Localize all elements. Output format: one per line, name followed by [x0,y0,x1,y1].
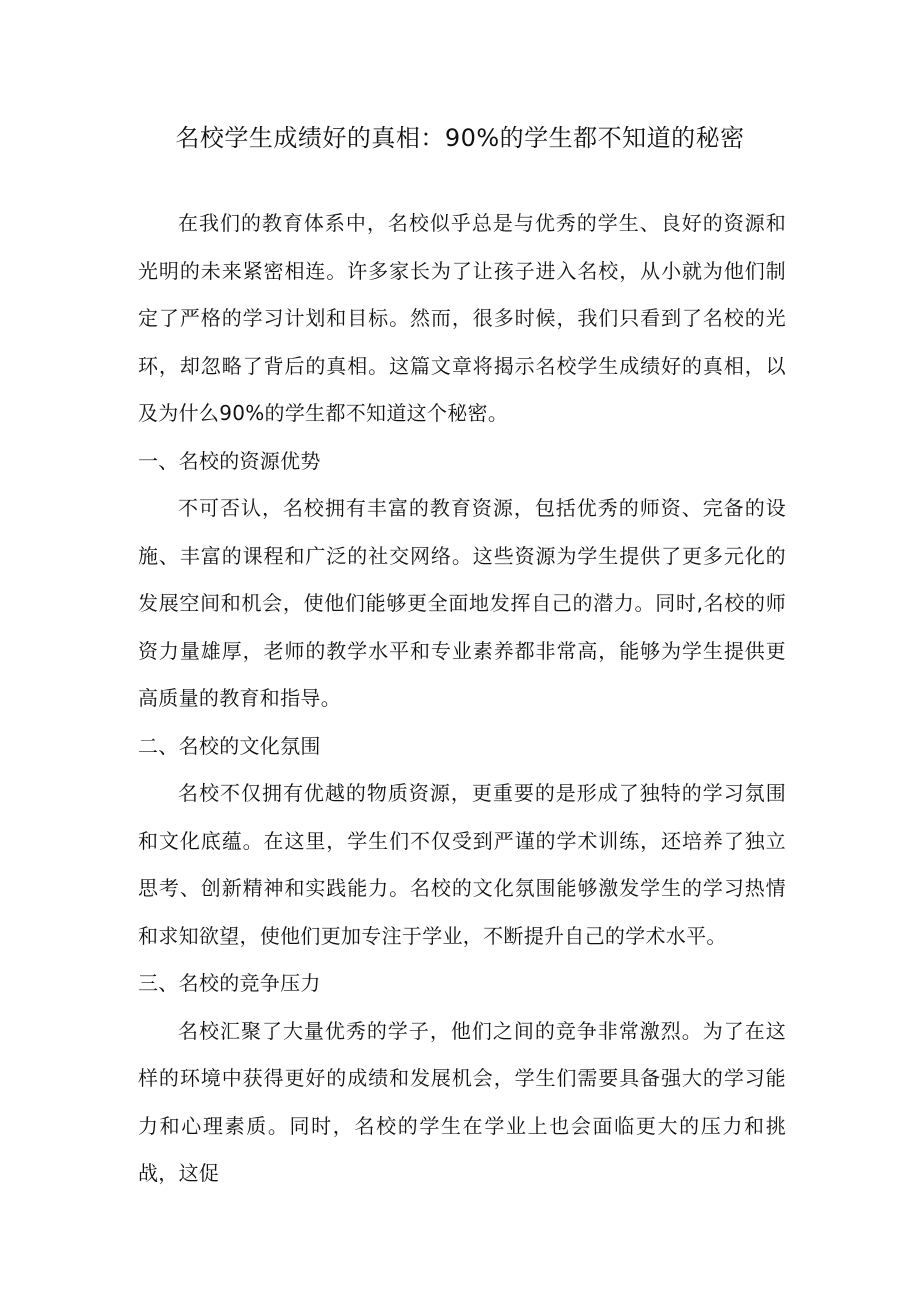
intro-paragraph: 在我们的教育体系中，名校似乎总是与优秀的学生、良好的资源和光明的未来紧密相连。许多家长为了让孩子进入名校，从小就为他们制定了严格的学习计划和目标。然而，很多时候，我们只看到了名校的光环，却忽略了背后的真相。这篇文章将揭示名校学生成绩好的真相，以及为什么90%的学生都不知道这个秘密。 [138,211,786,425]
section-paragraph-1: 不可否认，名校拥有丰富的教育资源，包括优秀的师资、完备的设施、丰富的课程和广泛的社交网络。这些资源为学生提供了更多元化的发展空间和机会，使他们能够更全面地发挥自己的潜力。同时,名校的师资力量雄厚，老师的教学水平和专业素养都非常高，能够为学生提供更高质量的教育和指导。 [138,496,786,710]
document-title: 名校学生成绩好的真相：90%的学生都不知道的秘密 [175,124,745,152]
document-body [138,200,786,1198]
section-heading-1: 一、名校的资源优势 [138,448,321,473]
section-heading-3: 三、名校的竞争压力 [138,971,321,995]
section-paragraph-3: 名校汇聚了大量优秀的学子，他们之间的竞争非常激烈。为了在这样的环境中获得更好的成绩和发展机会，学生们需要具备强大的学习能力和心理素质。同时，名校的学生在学业上也会面临更大的压力和挑战，这促 [138,1018,786,1185]
section-heading-2: 二、名校的文化氛围 [138,733,321,758]
section-paragraph-2: 名校不仅拥有优越的物质资源，更重要的是形成了独特的学习氛围和文化底蕴。在这里，学生们不仅受到严谨的学术训练，还培养了独立思考、创新精神和实践能力。名校的文化氛围能够激发学生的学习热情和求知欲望，使他们更加专注于学业，不断提升自己的学术水平。 [138,781,786,948]
